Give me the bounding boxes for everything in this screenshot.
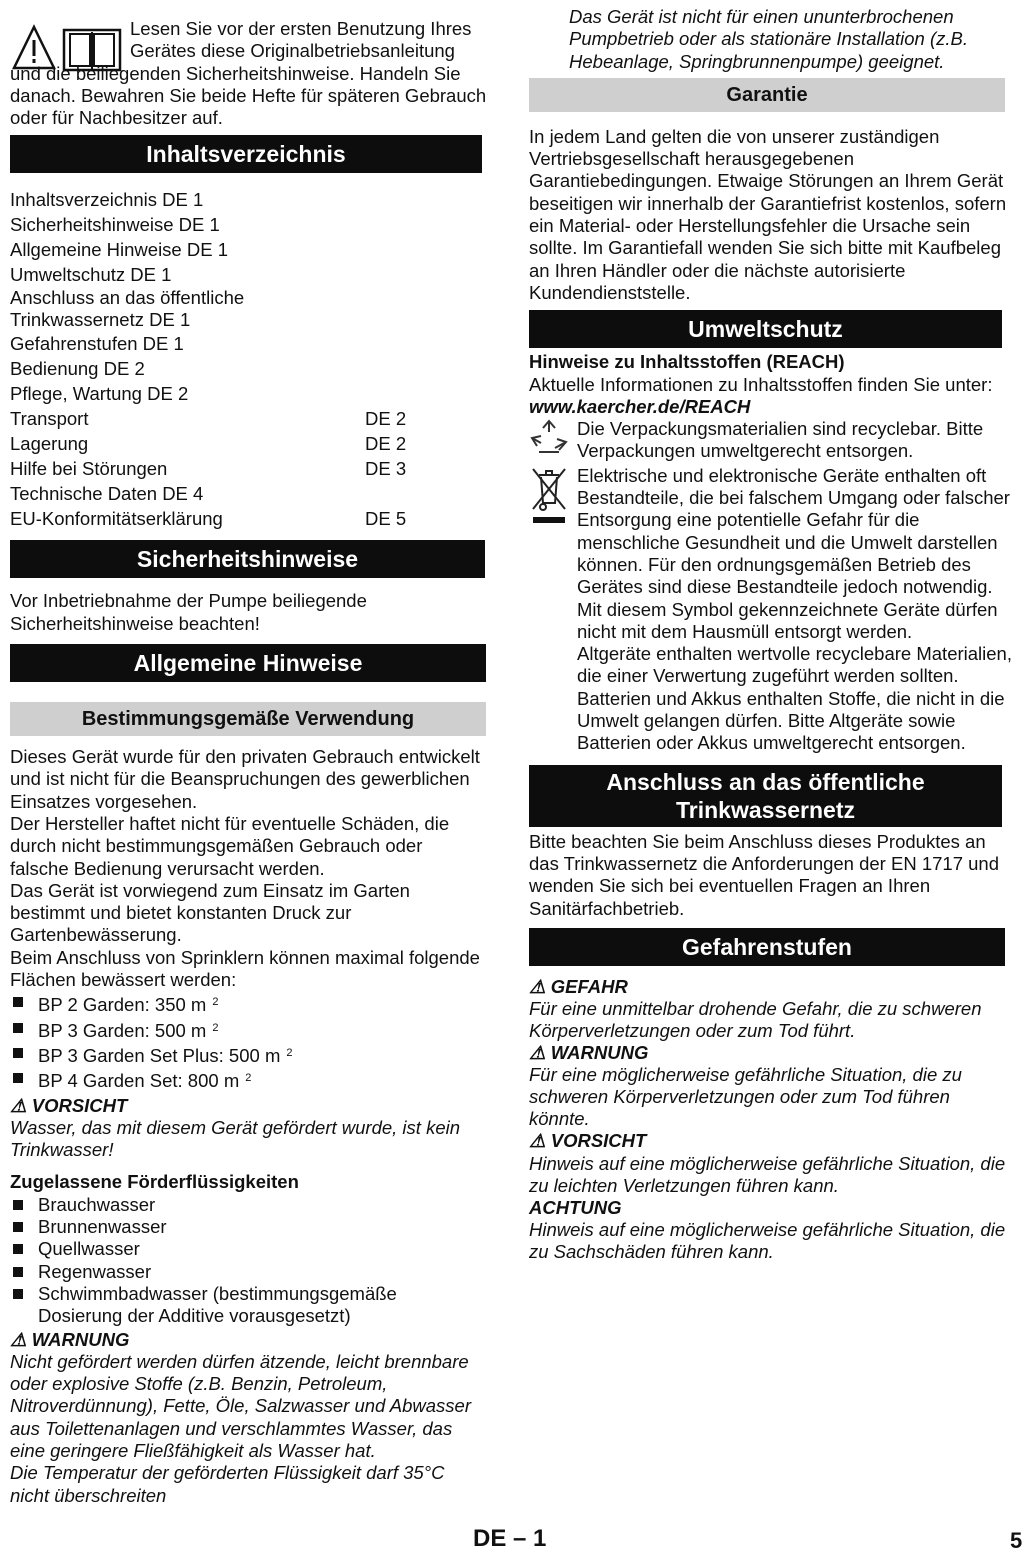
toc-entry[interactable] <box>10 331 488 356</box>
usage-subheading: Bestimmungsgemäße Verwendung <box>10 702 486 736</box>
warning-label: ⚠ WARNUNG <box>10 1328 130 1350</box>
toc-entry-page <box>365 381 488 406</box>
toc-heading: Inhaltsverzeichnis <box>10 135 482 173</box>
usage-p4: Beim Anschluss von Sprinklern können maximal folgende Flächen bewässert werden: <box>10 946 480 991</box>
usage-p2: Der Hersteller haftet nicht für eventuelle Schäden, die durch nicht bestimmungsgemäßen Gebrauch oder falsche Bedienung verursacht werden. <box>10 812 450 879</box>
toc-entry[interactable] <box>10 237 488 262</box>
toc-entry-title: Anschluss an das öffentliche Trinkwassernetz DE 1 <box>10 287 245 331</box>
toc-entry-title: Lagerung <box>10 433 89 455</box>
toc-entry-page: DE 2 <box>365 408 407 430</box>
caution-text: Wasser, das mit diesem Gerät gefördert wurde, ist kein Trinkwasser! <box>10 1116 461 1161</box>
toc-entry-title: Transport <box>10 408 89 430</box>
area-item-text: BP 2 Garden: 350 m <box>38 994 207 1016</box>
old-devices-text: Altgeräte enthalten wertvolle recyclebare Materialien, die einer Verwertung zugeführt werden sollten. Batterien und Akkus enthalten Stoffe, die nicht in die Umwelt gelangen dürfen. Bitte Altgeräte sowie Batterien oder Akkus umweltgerecht entsorgen. <box>577 643 1012 754</box>
toc-entry[interactable] <box>10 381 488 406</box>
area-item <box>10 1067 482 1092</box>
toc-entry-title: EU-Konformitätserklärung <box>10 508 223 530</box>
usage-p3: Das Gerät ist vorwiegend zum Einsatz im Garten bestimmt und bietet konstanten Druck zur Gartenbewässerung. <box>10 879 410 946</box>
hazard-list <box>529 976 1013 1263</box>
toc-entry[interactable] <box>10 212 488 237</box>
fluid-item: Brauchwasser <box>10 1194 482 1216</box>
fluid-item: Regenwasser <box>10 1261 482 1283</box>
area-unit-sup: 2 <box>245 1072 252 1085</box>
fluid-item: Quellwasser <box>10 1238 482 1260</box>
area-item-text: BP 3 Garden Set Plus: 500 m <box>38 1044 281 1066</box>
warranty-heading: Garantie <box>529 78 1005 112</box>
toc-entry-title: Sicherheitshinweise DE 1 <box>10 214 220 236</box>
caution-label: ⚠ VORSICHT <box>10 1094 128 1116</box>
water-heading-line2: Trinkwassernetz <box>676 796 855 823</box>
toc-entry[interactable] <box>10 406 488 431</box>
toc-entry-title: Gefahrenstufen DE 1 <box>10 333 184 355</box>
water-heading-line1: Anschluss an das öffentliche <box>606 768 925 795</box>
manual-warning-icon <box>12 24 124 72</box>
area-unit-sup: 2 <box>212 1021 219 1034</box>
toc-entry-page <box>365 331 488 356</box>
recycle-text: Die Verpackungsmaterialien sind recyclebar. Bitte Verpackungen umweltgerecht entsorgen. <box>577 418 984 462</box>
toc-entry[interactable] <box>10 262 488 287</box>
toc-entry-title: Hilfe bei Störungen <box>10 458 168 480</box>
hazard-text: Hinweis auf eine möglicherweise gefährliche Situation, die zu leichten Verletzungen führen kann. <box>529 1152 1006 1196</box>
area-item-text: BP 3 Garden: 500 m <box>38 1019 207 1041</box>
intro-first-lines: Lesen Sie vor der ersten Benutzung Ihres Gerätes diese Originalbetriebsanleitung <box>130 18 472 62</box>
hazard-label: ⚠ WARNUNG <box>529 1042 649 1064</box>
toc-entry-page <box>365 262 488 287</box>
temperature-text: Die Temperatur der geförderten Flüssigkeit darf 35°C nicht überschreiten <box>10 1462 445 1506</box>
toc-entry[interactable] <box>10 356 488 381</box>
toc-entry[interactable] <box>10 287 488 331</box>
toc-entry-page: DE 3 <box>365 458 407 480</box>
hazard-text: Hinweis auf eine möglicherweise gefährliche Situation, die zu Sachschäden führen kann. <box>529 1218 1006 1262</box>
hazard-text: Für eine unmittelbar drohende Gefahr, die zu schweren Körperverletzungen oder zum Tod führt. <box>529 998 982 1042</box>
toc-entry-title: Pflege, Wartung DE 2 <box>10 383 189 405</box>
toc-entry[interactable] <box>10 481 488 506</box>
safety-text: Vor Inbetriebnahme der Pumpe beiliegende Sicherheitshinweise beachten! <box>10 590 367 634</box>
safety-heading: Sicherheitshinweise <box>10 540 485 578</box>
fluid-list <box>10 1194 482 1328</box>
hazard-heading: Gefahrenstufen <box>529 928 1005 966</box>
hazard-label: ⚠ GEFAHR <box>529 975 628 997</box>
usage-section <box>10 746 482 1507</box>
toc-entry-title: Umweltschutz DE 1 <box>10 264 172 286</box>
area-item <box>10 1017 482 1042</box>
page-number: 5 <box>1010 1528 1023 1553</box>
toc-entry-page <box>365 187 488 212</box>
water-heading <box>529 765 1002 827</box>
toc-entry[interactable] <box>10 456 488 481</box>
reach-title: Hinweise zu Inhaltsstoffen (REACH) <box>529 351 845 373</box>
hazard-text: Für eine möglicherweise gefährliche Situation, die zu schweren Körperverletzungen oder zum Tod führen könnte. <box>529 1064 962 1130</box>
toc-entry-title: Allgemeine Hinweise DE 1 <box>10 239 228 261</box>
fluid-item: Brunnenwasser <box>10 1216 482 1238</box>
toc-entry-page <box>365 287 488 331</box>
toc-entry-page: DE 2 <box>365 433 407 455</box>
weee-row <box>529 465 1013 755</box>
fluids-title: Zugelassene Förderflüssigkeiten <box>10 1171 299 1193</box>
left-column <box>10 0 488 1507</box>
page-code: DE – 1 <box>473 1525 547 1552</box>
toc-list <box>10 187 488 531</box>
toc-entry-page <box>365 356 488 381</box>
right-column <box>529 0 1013 1263</box>
toc-entry-page: DE 5 <box>365 508 407 530</box>
area-unit-sup: 2 <box>212 996 219 1009</box>
toc-entry[interactable] <box>10 187 488 212</box>
recycling-icon <box>529 418 569 458</box>
hazard-label: ⚠ VORSICHT <box>529 1130 647 1152</box>
toc-entry-page <box>365 212 488 237</box>
usage-p1: Dieses Gerät wurde für den privaten Gebrauch entwickelt und ist nicht für die Beanspruchungen des gewerblichen Einsatzes vorgesehen. <box>10 746 480 812</box>
toc-entry-title: Bedienung DE 2 <box>10 358 145 380</box>
toc-entry-page <box>365 237 488 262</box>
reach-text: Aktuelle Informationen zu Inhaltsstoffen finden Sie unter: <box>529 373 993 395</box>
warranty-text: In jedem Land gelten die von unserer zuständigen Vertriebsgesellschaft herausgegebenen Garantiebedingungen. Etwaige Störungen an Ihrem Gerät beseitigen wir innerhalb der Garantiefrist kostenlos, sofern ein Material- oder Herstellungsfehler die Ursache sein sollte. Im Garantiefall wenden Sie sich bitte mit Kaufbeleg an Ihren Händler oder die nächste autorisierte Kundendienststelle. <box>529 125 1007 303</box>
area-item <box>10 1042 482 1067</box>
weee-text: Elektrische und elektronische Geräte enthalten oft Bestandteile, die bei falschem Umgang oder falscher Entsorgung eine potentielle Gefahr für die menschliche Gesundheit und die Umwelt darstellen können. Für den ordnungsgemäßen Betrieb des Gerätes sind diese Bestandteile jedoch notwendig. Mit diesem Symbol gekennzeichnete Geräte dürfen nicht mit dem Hausmüll entsorgt werden. <box>577 464 1010 642</box>
hazard-label: ACHTUNG <box>529 1196 622 1218</box>
area-list <box>10 991 482 1092</box>
intro-block <box>10 12 488 129</box>
continuous-operation-text: Das Gerät ist nicht für einen ununterbrochenen Pumpbetrieb oder als stationäre Installation (z.B. Hebeanlage, Springbrunnenpumpe) geeignet. <box>569 6 968 72</box>
water-text: Bitte beachten Sie beim Anschluss dieses Produktes an das Trinkwassernetz die Anforderungen der EN 1717 und wenden Sie sich bei eventuellen Fragen an Ihren Sanitärfachbetrieb. <box>529 830 999 919</box>
crossed-bin-icon <box>529 465 569 529</box>
warning-text: Nicht gefördert werden dürfen ätzende, leicht brennbare oder explosive Stoffe (z.B. Benzin, Petroleum, Nitroverdünnung), Fette, Öle, Salzwasser und Abwasser aus Toilettenanlagen und verschlammtes Wasser, das eine geringere Fließfähigkeit als Wasser hat. <box>10 1350 472 1461</box>
toc-entry[interactable] <box>10 506 488 531</box>
fluid-item: Schwimmbadwasser (bestimmungsgemäße Dosierung der Additive vorausgesetzt) <box>10 1283 482 1328</box>
toc-entry-title: Inhaltsverzeichnis DE 1 <box>10 189 204 211</box>
general-heading: Allgemeine Hinweise <box>10 644 486 682</box>
reach-link[interactable]: www.kaercher.de/REACH <box>529 395 751 417</box>
area-unit-sup: 2 <box>286 1046 293 1059</box>
toc-entry-title: Technische Daten DE 4 <box>10 483 204 505</box>
toc-entry[interactable] <box>10 431 488 456</box>
toc-entry-page <box>365 481 488 506</box>
intro-rest: und die beiliegenden Sicherheitshinweise. Handeln Sie danach. Bewahren Sie beide Hefte für späteren Gebrauch oder für Nachbesitzer auf. <box>10 62 487 129</box>
area-item <box>10 991 482 1016</box>
recycle-row <box>529 418 1013 463</box>
environment-heading: Umweltschutz <box>529 310 1002 348</box>
area-item-text: BP 4 Garden Set: 800 m <box>38 1070 240 1092</box>
